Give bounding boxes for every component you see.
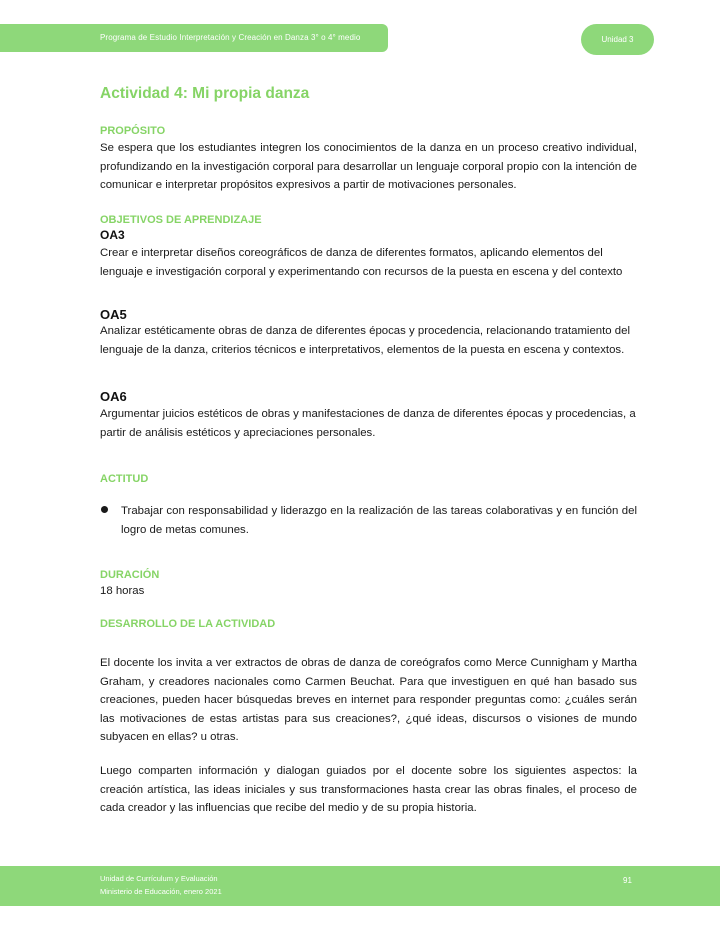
oa5-code: OA5 — [100, 307, 127, 322]
footer-bar — [0, 866, 720, 906]
footer-ministry: Ministerio de Educación, enero 2021 — [100, 887, 222, 896]
oa6-code: OA6 — [100, 389, 127, 404]
attitude-label: ACTITUD — [100, 473, 149, 485]
unit-badge: Unidad 3 — [581, 24, 654, 55]
attitude-bullet-text: Trabajar con responsabilidad y liderazgo en la realización de las tareas colaborativas y en función del logro de metas comunes. — [121, 505, 637, 536]
development-paragraph: El docente los invita a ver extractos de obras de danza de coreógrafos como Merce Cunnigham y Martha Graham, y creadores nacionales como Carmen Beuchat. Para que investiguen en qué han basado sus creaciones, pueden hacer búsquedas breves en internet para responder preguntas como: ¿cuáles serán las motivaciones de estas artistas para sus creaciones?, ¿qué ideas, discursos o visiones de mundo subyacen en ellas? u otras. — [100, 657, 637, 744]
oa3-code: OA3 — [100, 228, 125, 242]
development-label: DESARROLLO DE LA ACTIVIDAD — [100, 618, 276, 630]
oa6-text: Argumentar juicios estéticos de obras y manifestaciones de danza de diferentes épocas y procedencias, a partir de análisis estéticos y apreciaciones personales. — [100, 408, 636, 439]
duration-label: DURACIÓN — [100, 569, 160, 581]
development-paragraph: Luego comparten información y dialogan guiados por el docente sobre los siguientes aspectos: la creación artística, las ideas iniciales y sus transformaciones hasta crear las obras finales, el proceso de cada creador y las influencias que recibe del medio y de su propia historia. — [100, 765, 637, 815]
program-title: Programa de Estudio Interpretación y Creación en Danza 3° o 4° medio — [100, 33, 361, 42]
purpose-text: Se espera que los estudiantes integren los conocimientos de la danza en un proceso creativo individual, profundizando en la investigación corporal para desarrollar un lenguaje corporal propio con la intención de comunicar e interpretar propósitos expresivos a partir de motivaciones personales. — [100, 142, 637, 192]
duration-value: 18 horas — [100, 585, 145, 597]
activity-title: Actividad 4: Mi propia danza — [100, 85, 310, 102]
objectives-label: OBJETIVOS DE APRENDIZAJE — [100, 214, 262, 226]
page-number: 91 — [623, 876, 632, 885]
bullet-icon — [101, 506, 108, 513]
purpose-label: PROPÓSITO — [100, 125, 166, 137]
footer-unit: Unidad de Currículum y Evaluación — [100, 874, 218, 883]
oa5-text: Analizar estéticamente obras de danza de diferentes épocas y procedencia, relacionando tratamiento del lenguaje de la danza, criterios técnicos e interpretativos, elementos de la puesta en escena y contextos. — [100, 325, 630, 356]
oa3-text: Crear e interpretar diseños coreográficos de danza de diferentes formatos, aplicando elementos del lenguaje e investigación corporal y experimentando con recursos de la puesta en escena y del contexto — [100, 247, 623, 278]
